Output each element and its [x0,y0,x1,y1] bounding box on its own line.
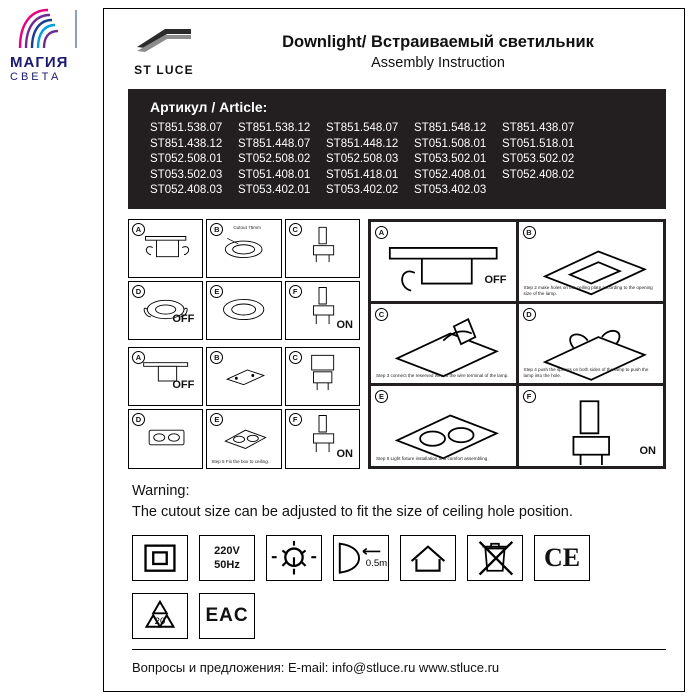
figure-step-badge: A [132,351,145,364]
article-code [502,183,590,199]
article-code: ST851.548.12 [414,122,487,134]
figure-step-badge: E [375,390,388,403]
brand-name: МАГИЯ [10,54,69,71]
article-code: ST053.402.03 [414,184,487,196]
article-code: ST052.408.02 [502,168,575,181]
figure-cell [519,222,664,301]
figure-power-state: OFF [172,379,195,392]
article-code: ST051.408.01 [238,168,311,181]
instruction-sheet [103,8,685,692]
min-distance-icon [333,535,389,581]
article-code: ST053.402.01 [238,184,311,196]
recycle-20-icon [132,593,188,639]
article-code: ST051.518.01 [502,137,575,150]
page-subtitle: Assembly Instruction [371,55,505,71]
figure-grid [128,219,666,469]
brand-logo [6,6,98,86]
article-code: ST052.508.03 [326,153,399,165]
article-code: ST851.438.12 [150,137,223,150]
pictogram-row-2 [132,593,684,639]
article-numbers-block [128,89,666,209]
warning-title: Warning: [132,482,190,499]
sheet-footer [104,649,684,675]
figure-step-badge: C [289,351,302,364]
article-code: ST053.502.02 [502,153,575,165]
figure-step-badge: D [132,285,145,298]
figure-cell [371,222,516,301]
figure-group-surface-mount [128,347,360,469]
figure-cell [206,347,281,406]
article-row [150,121,666,137]
article-code: ST053.502.03 [150,168,223,181]
ce-mark-icon: CE [534,535,590,581]
figure-step-badge: A [375,226,388,239]
article-code: ST851.548.07 [326,122,399,134]
figure-step-badge: D [523,308,536,321]
figure-caption: Step 3 connect the reserved wire to the wire terminal of the lamp. [376,373,509,379]
figure-power-state: ON [336,319,353,331]
figure-power-state: OFF [484,273,507,286]
figure-cell [285,219,360,278]
figure-step-badge: C [289,223,302,236]
figure-step-badge: D [132,413,145,426]
figure-cell [206,281,281,340]
figure-cell [128,409,203,468]
page-title: Downlight/ Встраиваемый светильник [282,33,594,51]
figure-group-recessed-rect [368,219,666,469]
brand-sub: СВЕТА [10,71,62,83]
figure-step-badge: F [289,285,302,298]
article-code: ST851.538.12 [238,122,311,134]
figure-caption: Step 2 make holes on the ceiling plate according to the opening size of the lamp. [523,284,653,296]
figure-caption: Step 5 Light fixture installation and comfort assembling. [376,455,489,461]
article-code: ST052.508.02 [238,153,311,165]
warning-text: The cutout size can be adjusted to fit the size of ceiling hole position. [132,503,573,520]
article-code: ST851.438.07 [502,122,575,134]
manufacturer-logo [120,23,208,77]
figure-cell [285,347,360,406]
st-luce-mark-icon [131,23,197,57]
figure-caption: Step 5 Fix the box to ceiling. [211,458,270,464]
figure-cell [371,304,516,383]
figure-step-badge: E [210,285,223,298]
figure-cell [128,347,203,406]
sheet-titles [208,23,668,73]
figure-cell [128,281,203,340]
figure-step-badge: B [210,351,223,364]
pictogram-row-1 [132,535,684,581]
indoor-use-icon [400,535,456,581]
article-code: ST052.508.01 [150,153,223,165]
article-number-list [128,121,666,199]
figure-step-badge: C [375,308,388,321]
figure-cell [519,386,664,465]
figure-cell [285,409,360,468]
article-code: ST851.448.12 [326,137,399,150]
warning-block [132,481,666,523]
figure-left-column [128,219,360,469]
figure-step-badge: F [289,413,302,426]
figure-step-badge: F [523,390,536,403]
figure-note: Cutout 75mm [233,224,261,230]
eac-mark-icon: EAC [199,593,255,639]
svg-text:20: 20 [154,615,166,627]
article-row [150,168,666,184]
article-heading: Артикул / Article: [150,99,268,115]
frequency-value: 50Hz [214,558,240,571]
article-row [150,152,666,168]
svg-text:0.5m: 0.5m [365,557,388,569]
figure-cell [206,219,281,278]
lamp-bulb-icon [266,535,322,581]
article-code: ST851.538.07 [150,122,223,134]
article-code: ST051.418.01 [326,168,399,181]
figure-cell [128,219,203,278]
figure-step-badge: B [210,223,223,236]
figure-power-state: OFF [172,313,195,325]
figure-step-badge: E [210,413,223,426]
no-waste-bin-icon [467,535,523,581]
article-row [150,183,666,199]
footer-contact: Вопросы и предложения: E-mail: info@stluce.ru www.stluce.ru [132,649,666,675]
figure-cell [285,281,360,340]
voltage-icon [199,535,255,581]
figure-cell [371,386,516,465]
figure-power-state: ON [639,444,656,457]
sheet-header [104,9,684,81]
article-row [150,137,666,153]
figure-cell [519,304,664,383]
article-code: ST053.502.01 [414,153,487,165]
figure-power-state: ON [336,447,353,460]
figure-cell [206,409,281,468]
article-code: ST053.402.02 [326,184,399,196]
article-code: ST051.508.01 [414,137,487,150]
figure-caption: Step 4 push the springs on both sides of the lamp to push the lamp into the hole. [523,367,649,379]
class-2-insulation-icon [132,535,188,581]
voltage-value: 220V [214,544,240,557]
wave-lines-icon [10,6,88,50]
figure-step-badge: A [132,223,145,236]
manufacturer-name: ST LUCE [134,63,194,77]
article-code: ST052.408.01 [414,168,487,181]
figure-group-recessed-round [128,219,360,341]
figure-step-badge: B [523,226,536,239]
article-code: ST052.408.03 [150,184,223,196]
article-code: ST851.448.07 [238,137,311,150]
